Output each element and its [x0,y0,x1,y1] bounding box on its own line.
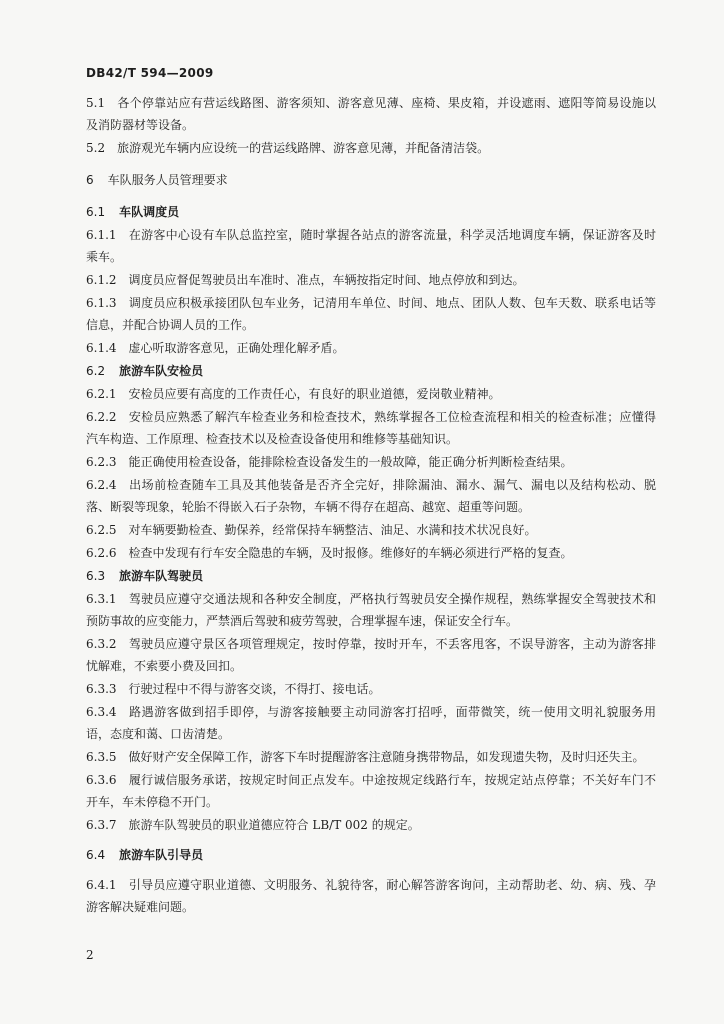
document-body [86,92,656,919]
clause-text: 旅游车队安检员 [119,364,204,378]
clause-paragraph [86,224,656,268]
clause-number: 6.3.1 [86,592,117,606]
clause-number: 6.3 [86,569,106,583]
clause-paragraph [86,92,656,136]
section-heading [86,169,656,191]
clause-number: 6.3.7 [86,818,117,832]
clause-number: 6.4.1 [86,878,117,892]
clause-number: 6.2.6 [86,546,117,560]
clause-text: 车队服务人员管理要求 [107,173,228,187]
clause-number: 6.3.2 [86,637,117,651]
clause-paragraph [86,519,656,541]
clause-paragraph [86,633,656,677]
clause-number: 6.2.5 [86,523,117,537]
clause-paragraph [86,474,656,518]
clause-paragraph [86,746,656,768]
clause-text: 路遇游客做到招手即停，与游客接触要主动同游客打招呼，面带微笑，统一使用文明礼貌服务用语，态度和蔼、口齿清楚。 [86,705,656,741]
clause-number: 6.2.2 [86,410,117,424]
clause-number: 6.4 [86,848,106,862]
subsection-heading [86,565,656,587]
clause-paragraph [86,269,656,291]
clause-number: 6.1.3 [86,296,117,310]
clause-text: 做好财产安全保障工作，游客下车时提醒游客注意随身携带物品，如发现遗失物，及时归还失主。 [128,750,645,764]
clause-number: 6.1.2 [86,273,117,287]
clause-number: 6.3.4 [86,705,117,719]
clause-text: 调度员应积极承接团队包车业务，记清用车单位、时间、地点、团队人数、包车天数、联系电话等信息，并配合协调人员的工作。 [86,296,656,332]
clause-number: 6.2.3 [86,455,117,469]
clause-text: 旅游观光车辆内应设统一的营运线路牌、游客意见薄，并配备清洁袋。 [117,141,490,155]
clause-number: 6.3.6 [86,773,117,787]
clause-number: 5.1 [86,96,106,110]
subsection-heading [86,360,656,382]
page-number: 2 [86,948,94,962]
clause-paragraph [86,383,656,405]
clause-text: 虚心听取游客意见，正确处理化解矛盾。 [128,341,345,355]
clause-number: 6.3.3 [86,682,117,696]
clause-paragraph [86,451,656,473]
clause-text: 引导员应遵守职业道德、文明服务、礼貌待客，耐心解答游客询问，主动帮助老、幼、病、残、孕游客解决疑难问题。 [86,878,656,914]
clause-number: 6 [86,173,94,187]
clause-paragraph [86,588,656,632]
clause-number: 6.2 [86,364,106,378]
clause-text: 驾驶员应遵守景区各项管理规定，按时停靠，按时开车，不丢客甩客，不误导游客，主动为游客排忧解难，不索要小费及回扣。 [86,637,656,673]
clause-text: 驾驶员应遵守交通法规和各种安全制度，严格执行驾驶员安全操作规程，熟练掌握安全驾驶技术和预防事故的应变能力，严禁酒后驾驶和疲劳驾驶，合理掌握车速，保证安全行车。 [86,592,656,628]
clause-paragraph [86,769,656,813]
clause-number: 6.1.1 [86,228,117,242]
clause-text: 安检员应熟悉了解汽车检查业务和检查技术，熟练掌握各工位检查流程和相关的检查标准；应懂得汽车构造、工作原理、检查技术以及检查设备使用和维修等基础知识。 [86,410,656,446]
clause-number: 6.2.4 [86,478,117,492]
clause-paragraph [86,137,656,159]
clause-paragraph [86,292,656,336]
subsection-heading [86,201,656,223]
clause-text: 各个停靠站应有营运线路图、游客须知、游客意见薄、座椅、果皮箱，并设遮雨、遮阳等简易设施以及消防器材等设备。 [86,96,656,132]
clause-text: 行驶过程中不得与游客交谈，不得打、接电话。 [128,682,381,696]
clause-paragraph [86,542,656,564]
clause-text: 调度员应督促驾驶员出车准时、准点，车辆按指定时间、地点停放和到达。 [128,273,525,287]
clause-number: 6.1 [86,205,106,219]
clause-paragraph [86,814,656,836]
clause-number: 5.2 [86,141,106,155]
clause-paragraph [86,701,656,745]
clause-text: 旅游车队驾驶员 [119,569,204,583]
clause-text: 车队调度员 [119,205,180,219]
clause-text: 检查中发现有行车安全隐患的车辆，及时报修。维修好的车辆必须进行严格的复查。 [128,546,573,560]
clause-number: 6.1.4 [86,341,117,355]
clause-text: 旅游车队引导员 [119,848,204,862]
clause-text: 安检员应要有高度的工作责任心，有良好的职业道德，爱岗敬业精神。 [128,387,501,401]
clause-text: 在游客中心设有车队总监控室，随时掌握各站点的游客流量，科学灵活地调度车辆，保证游客及时乘车。 [86,228,656,264]
clause-paragraph [86,337,656,359]
clause-paragraph [86,406,656,450]
clause-text: 对车辆要勤检查、勤保养，经常保持车辆整洁、油足、水满和技术状况良好。 [128,523,537,537]
clause-paragraph [86,874,656,918]
clause-text: 出场前检查随车工具及其他装备是否齐全完好，排除漏油、漏水、漏气、漏电以及结构松动、脱落、断裂等现象，轮胎不得嵌入石子杂物，车辆不得存在超高、越宽、超重等问题。 [86,478,656,514]
clause-paragraph [86,678,656,700]
clause-text: 能正确使用检查设备，能排除检查设备发生的一般故障，能正确分析判断检查结果。 [128,455,573,469]
document-id-header: DB42/T 594—2009 [86,66,214,80]
subsection-heading [86,844,656,866]
clause-number: 6.3.5 [86,750,117,764]
clause-text: 旅游车队驾驶员的职业道德应符合 LB/T 002 的规定。 [128,818,420,832]
clause-number: 6.2.1 [86,387,117,401]
clause-text: 履行诚信服务承诺，按规定时间正点发车。中途按规定线路行车，按规定站点停靠；不关好车门不开车，车未停稳不开门。 [86,773,656,809]
